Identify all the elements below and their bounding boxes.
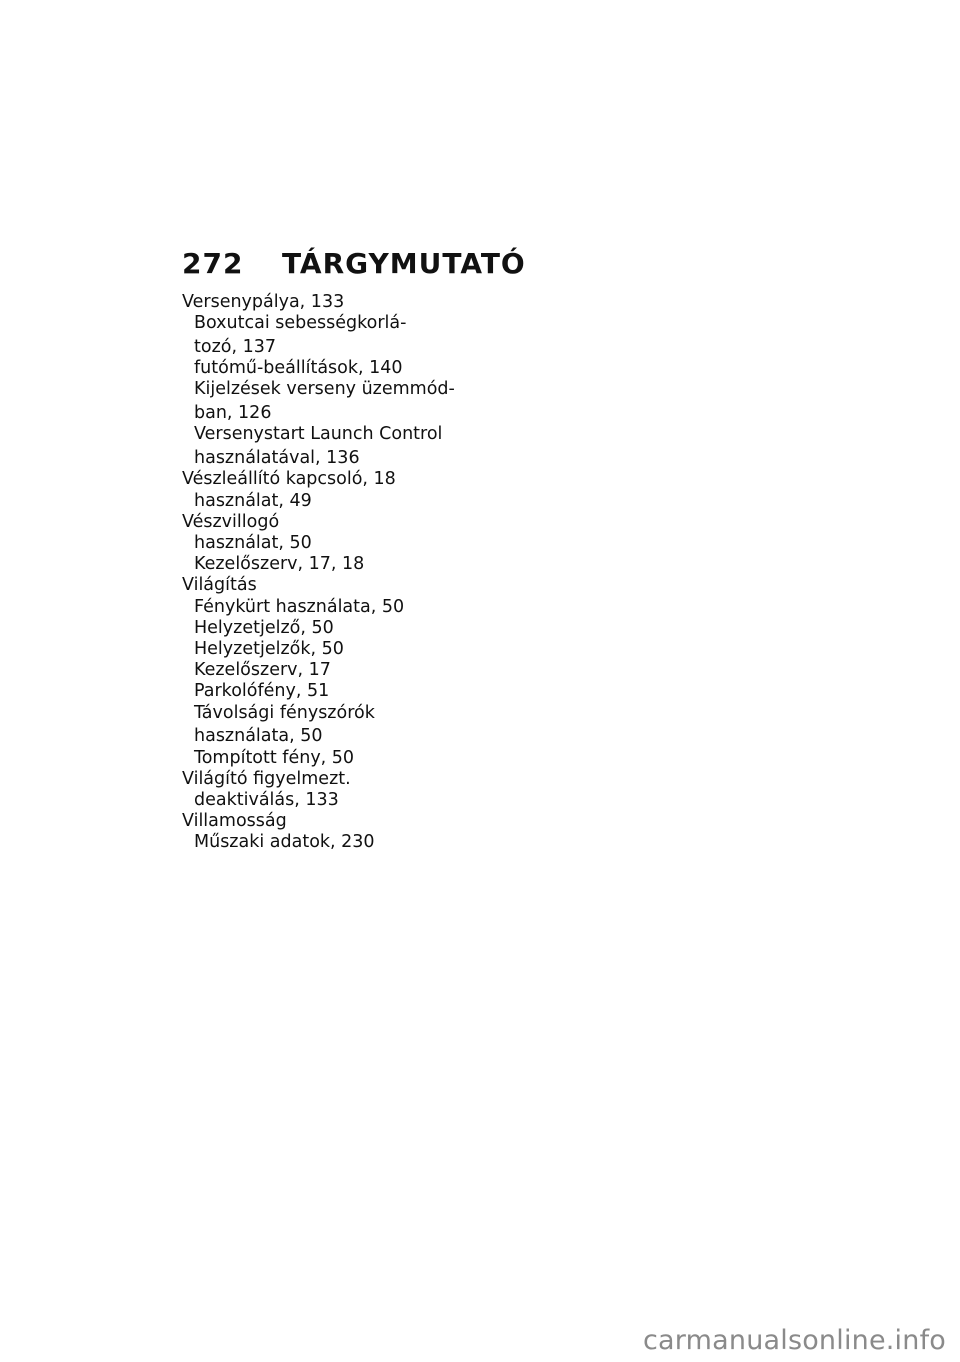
index-subentry: Parkolófény, 51 <box>194 681 330 702</box>
index-subentry-continuation: ban, 126 <box>194 403 272 424</box>
index-subentry: Kijelzések verseny üzemmód- <box>194 379 455 400</box>
index-subentry: használat, 50 <box>194 533 312 554</box>
index-subentry: Boxutcai sebességkorlá- <box>194 313 407 334</box>
index-subentry: Tompított fény, 50 <box>194 747 355 768</box>
index-subentry: Helyzetjelzők, 50 <box>194 639 344 660</box>
index-subentry: használat, 49 <box>194 490 312 511</box>
index-entry: Versenypálya, 133 <box>182 292 345 312</box>
index-entry: Vészvillogó <box>182 511 280 532</box>
page-title: TÁRGYMUTATÓ <box>282 247 526 280</box>
index-subentry-continuation: használatával, 136 <box>194 448 360 469</box>
index-entry: Világítás <box>182 575 257 596</box>
index-entry: Villamosság <box>182 811 287 832</box>
index-subentry: Távolsági fényszórók <box>194 702 375 723</box>
index-subentry-continuation: használata, 50 <box>194 726 323 747</box>
index-entry: Világító figyelmezt. <box>182 768 351 789</box>
watermark: carmanualsonline.info <box>643 1325 946 1356</box>
index-subentry-continuation: tozó, 137 <box>194 337 276 357</box>
index-subentry: Műszaki adatok, 230 <box>194 832 375 853</box>
index-list <box>182 292 502 854</box>
index-entry: Vészleállító kapcsoló, 18 <box>182 469 396 490</box>
index-subentry: Kezelőszerv, 17, 18 <box>194 554 365 575</box>
page-number: 272 <box>182 247 244 280</box>
index-subentry: deaktiválás, 133 <box>194 790 339 811</box>
index-subentry: Fénykürt használata, 50 <box>194 596 405 617</box>
index-subentry: Helyzetjelző, 50 <box>194 617 334 638</box>
index-subentry: futómű-beállítások, 140 <box>194 358 403 379</box>
index-subentry: Versenystart Launch Control <box>194 424 443 445</box>
page-header <box>182 246 526 282</box>
index-subentry: Kezelőszerv, 17 <box>194 660 331 681</box>
